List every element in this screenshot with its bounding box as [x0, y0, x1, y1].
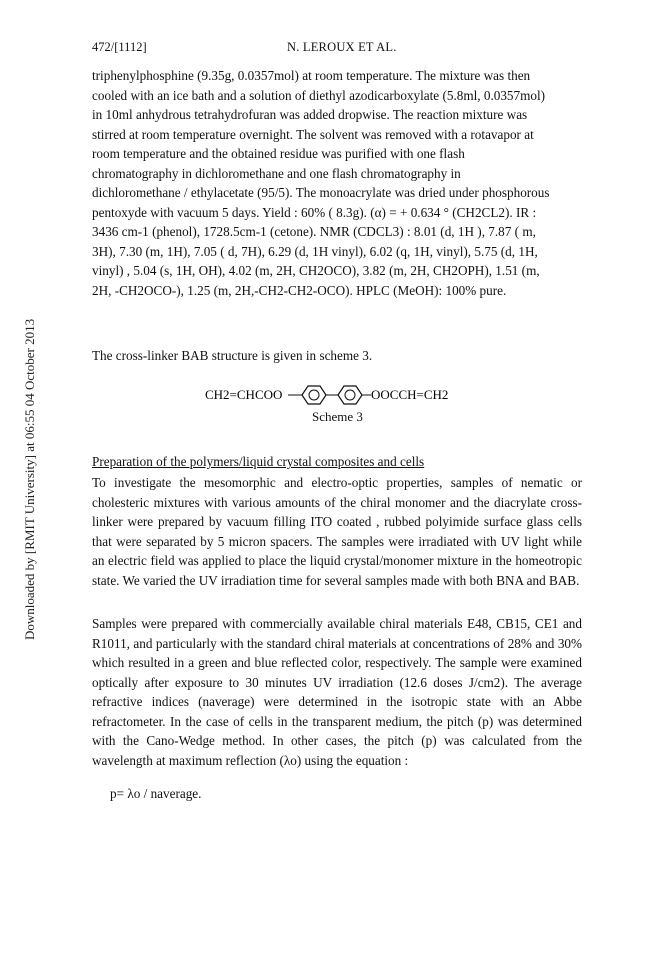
text-line: cooled with an ice bath and a solution of diethyl azodicarboxylate (5.8ml, 0.0357mol)	[92, 87, 546, 103]
text-line: 2H, -CH2OCO-), 1.25 (m, 2H,-CH2-CH2-OCO). HPLC (MeOH): 100% pure.	[92, 282, 507, 298]
benzene-ring-2	[338, 386, 362, 404]
right-group-label: OOCCH=CH2	[371, 387, 449, 402]
text-line: chromatography in dichloromethane and one flash chromatography in	[92, 165, 461, 181]
text-line: 3H), 7.30 (m, 1H), 7.05 ( d, 7H), 6.29 (d, 1H vinyl), 6.02 (q, 1H, vinyl), 5.75 (d, 1H,	[92, 243, 538, 259]
biphenyl-diacrylate-diagram	[205, 380, 505, 410]
methods-paragraph-2: Samples were prepared with commercially available chiral materials E48, CB15, CE1 and R1011, and particularly with the standard chiral materials at concentrations of 28% and 30% which resulted in a green and blue reflected color, respectively. The sample were examined optically after exposure to 30 minutes UV irradiation (12.6 doses J/cm2). The average refractive indices (naverage) were determined in the isotropic state with an Abbe refractometer. In the case of cells in the transparent medium, the pitch (p) was determined with the Cano-Wedge method. In other cases, the pitch (p) was calculated from the wavelength at maximum reflection (λo) using the equation :	[92, 616, 582, 768]
scheme-caption: Scheme 3	[312, 409, 363, 424]
pitch-equation: p= λo / naverage.	[110, 786, 202, 801]
scheme-3-structure	[205, 380, 505, 410]
methods-paragraph-1: To investigate the mesomorphic and electro-optic properties, samples of nematic or cholesteric mixtures with various amounts of the chiral monomer and the diacrylate cross-linker were prepared by vacuum filling ITO coated , rubbed polyimide surface glass cells that were separated by 5 micron spacers. The samples were irradiated with UV light while an electric field was applied to place the liquid crystal/monomer mixture in the homeotropic state. We varied the UV irradiation time for several samples made with both BNA and BAB.	[92, 475, 582, 588]
text-line: stirred at room temperature overnight. The solvent was removed with a rotavapor at	[92, 126, 534, 142]
text-line: vinyl) , 5.04 (s, 1H, OH), 4.02 (m, 2H, CH2OCO), 3.82 (m, 2H, CH2OPH), 1.51 (m,	[92, 263, 540, 278]
page-number: 472/[1112]	[92, 40, 147, 54]
text-line: triphenylphosphine (9.35g, 0.0357mol) at room temperature. The mixture was then	[92, 68, 531, 83]
text-line: 3436 cm-1 (phenol), 1728.5cm-1 (cetone). NMR (CDCL3) : 8.01 (d, 1H ), 7.87 ( m,	[92, 224, 536, 239]
crosslinker-sentence: The cross-linker BAB structure is given in scheme 3.	[92, 348, 373, 363]
benzene-ring-1	[302, 386, 326, 404]
text-line: pentoxyde with vacuum 5 days. Yield : 60% ( 8.3g). (α) = + 0.634 ° (CH2CL2). IR :	[92, 204, 537, 220]
left-group-label: CH2=CHCOO	[205, 387, 283, 402]
download-watermark: Downloaded by [RMIT University] at 06:55 04 October 2013	[22, 318, 37, 640]
section-heading: Preparation of the polymers/liquid crystal composites and cells	[92, 454, 425, 469]
text-line: room temperature and the obtained residue was purified with one flash	[92, 146, 465, 161]
running-authors: N. LEROUX ET AL.	[287, 40, 397, 54]
text-line: in 10ml anhydrous tetrahydrofuran was added dropwise. The reaction mixture was	[92, 107, 528, 122]
text-line: dichloromethane / ethylacetate (95/5). The monoacrylate was dried under phosphorous	[92, 185, 550, 200]
synthesis-paragraph	[92, 66, 582, 300]
